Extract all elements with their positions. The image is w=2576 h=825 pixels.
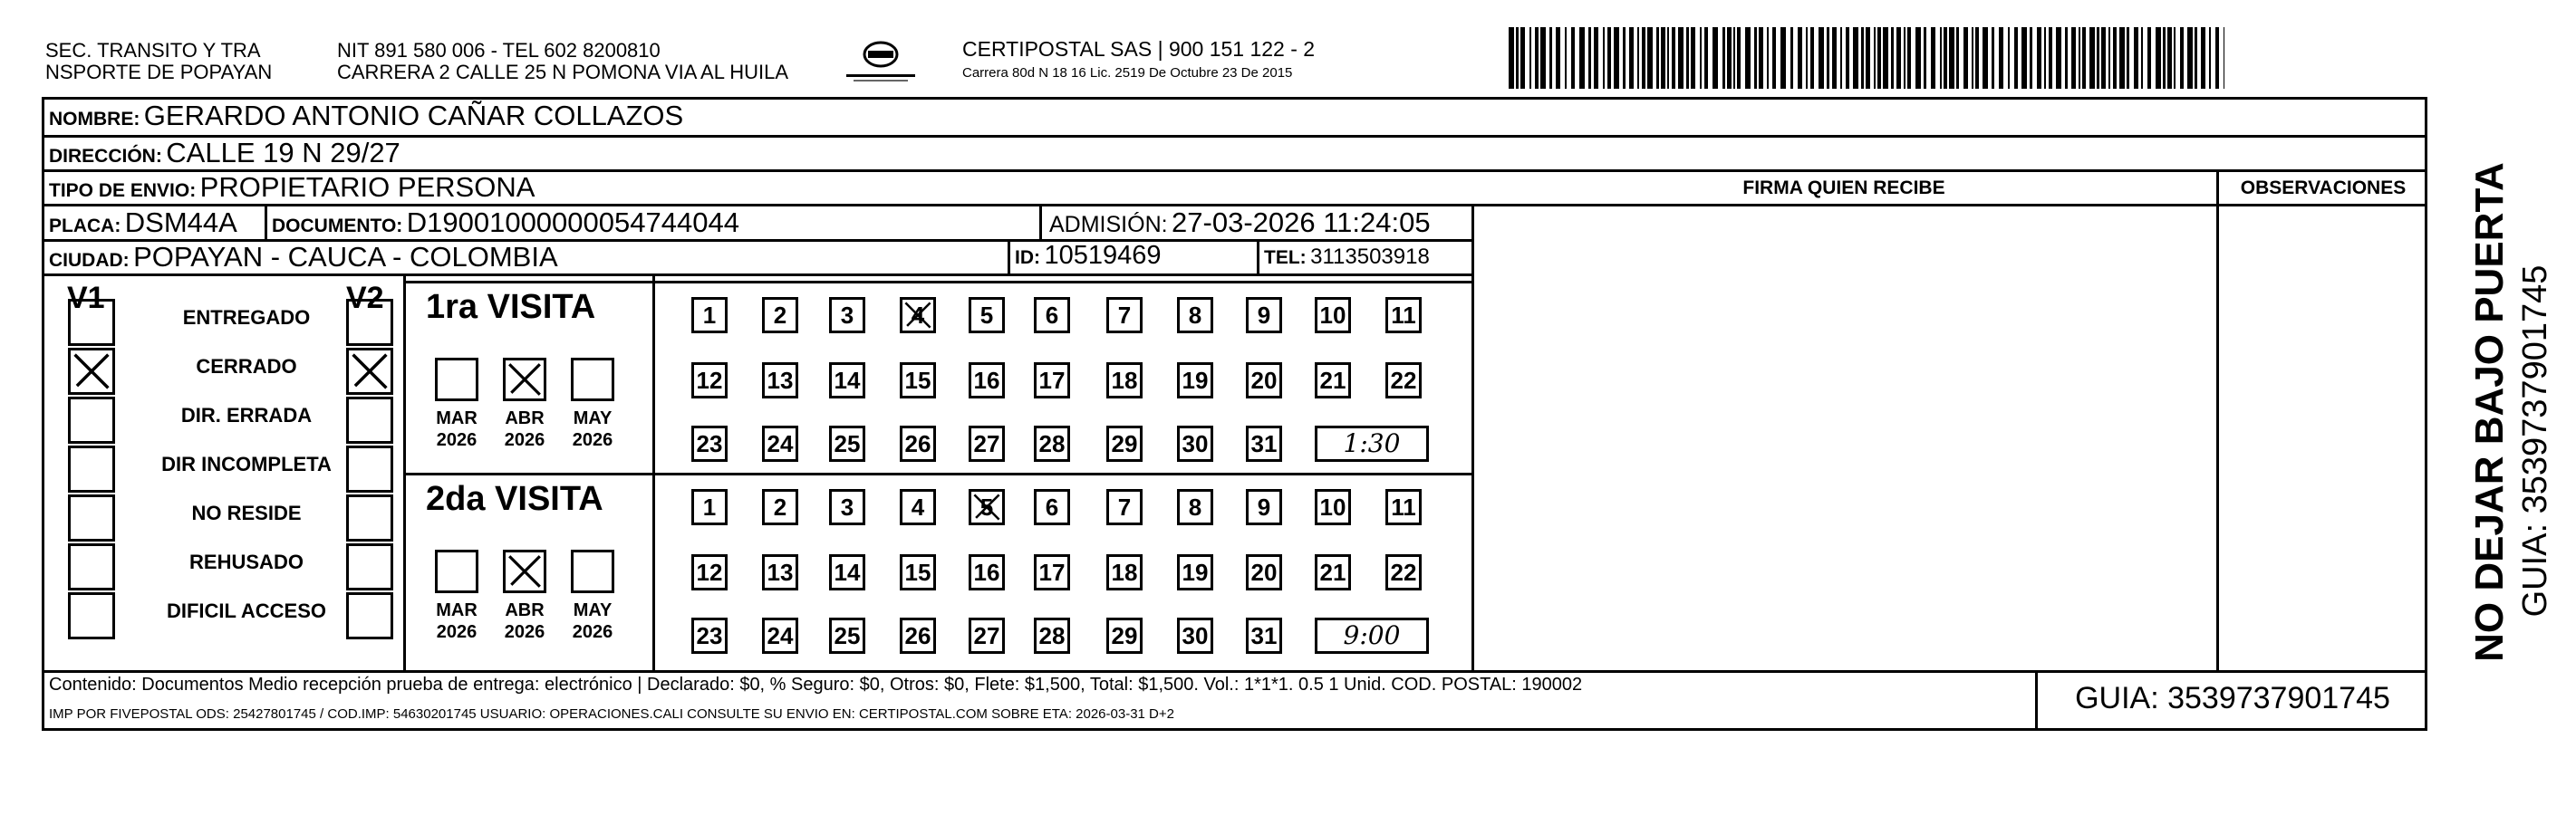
day-box-1[interactable]: 1: [691, 297, 728, 333]
col-divider: [2216, 169, 2219, 670]
day-box-21[interactable]: 21: [1315, 362, 1351, 398]
v2-checkbox[interactable]: [346, 543, 393, 590]
ciudad-cell: [49, 241, 558, 273]
admision-cell: [1049, 206, 1431, 239]
v2-checkbox[interactable]: [346, 397, 393, 444]
day-box-20[interactable]: 20: [1246, 362, 1282, 398]
direccion-label: DIRECCIÓN:: [49, 146, 162, 167]
day-box-6[interactable]: 6: [1034, 297, 1070, 333]
day-box-30[interactable]: 30: [1177, 426, 1213, 462]
v1-checkbox[interactable]: [68, 397, 115, 444]
tel-value: 3113503918: [1310, 245, 1430, 269]
tel-label: TEL:: [1264, 247, 1307, 268]
v2-checkbox[interactable]: [346, 299, 393, 346]
status-reason-label: DIR. ERRADA: [180, 404, 313, 427]
v2-checkbox[interactable]: [346, 592, 393, 639]
tipo-envio-label: TIPO DE ENVIO:: [49, 180, 197, 201]
month-checkbox[interactable]: [435, 358, 478, 401]
footer-divider: [42, 670, 2427, 673]
day-box-6[interactable]: 6: [1034, 489, 1070, 525]
month-name: MAY: [573, 600, 613, 620]
v2-checkbox[interactable]: [346, 348, 393, 395]
id-cell: [1015, 241, 1161, 271]
day-box-16[interactable]: 16: [969, 362, 1005, 398]
status-reason-label: DIR INCOMPLETA: [161, 453, 332, 475]
day-box-4[interactable]: 4: [900, 489, 936, 525]
row-divider: [42, 273, 1471, 276]
day-box-12[interactable]: 12: [691, 554, 728, 590]
day-box-20[interactable]: 20: [1246, 554, 1282, 590]
id-label: ID:: [1015, 247, 1040, 268]
month-year: 2026: [572, 622, 613, 642]
day-box-30[interactable]: 30: [1177, 618, 1213, 654]
cell-divider: [652, 273, 655, 670]
v1-checkbox[interactable]: [68, 348, 115, 395]
address-line: CARRERA 2 CALLE 25 N POMONA VIA AL HUILA: [337, 61, 789, 83]
day-box-23[interactable]: 23: [691, 618, 728, 654]
visit-divider: [403, 473, 1471, 475]
day-box-12[interactable]: 12: [691, 362, 728, 398]
day-box-13[interactable]: 13: [762, 554, 798, 590]
day-box-2[interactable]: 2: [762, 297, 798, 333]
day-box-19[interactable]: 19: [1177, 362, 1213, 398]
day-box-25[interactable]: 25: [829, 426, 865, 462]
documento-cell: [272, 206, 739, 239]
day-box-23[interactable]: 23: [691, 426, 728, 462]
cell-divider: [2035, 670, 2038, 731]
direccion-value: CALLE 19 N 29/27: [166, 137, 400, 168]
day-box-18[interactable]: 18: [1106, 554, 1143, 590]
firma-header: FIRMA QUIEN RECIBE: [1742, 177, 1945, 198]
barcode-icon: [1509, 27, 2224, 89]
day-box-22[interactable]: 22: [1385, 362, 1422, 398]
day-box-8[interactable]: 8: [1177, 297, 1213, 333]
day-box-9[interactable]: 9: [1246, 297, 1282, 333]
day-box-17[interactable]: 17: [1034, 554, 1070, 590]
day-box-25[interactable]: 25: [829, 618, 865, 654]
cell-divider: [403, 273, 406, 670]
direccion-row: [49, 137, 400, 169]
visit-top: [403, 281, 1471, 283]
visit-time-box[interactable]: 1:30: [1315, 426, 1429, 462]
day-box-4[interactable]: 4: [900, 297, 936, 333]
v1-checkbox[interactable]: [68, 592, 115, 639]
day-box-15[interactable]: 15: [900, 554, 936, 590]
month-label: [425, 600, 488, 643]
day-box-15[interactable]: 15: [900, 362, 936, 398]
v1-checkbox[interactable]: [68, 543, 115, 590]
nombre-label: NOMBRE:: [49, 109, 140, 130]
id-value: 10519469: [1044, 241, 1162, 270]
carrier-address: Carrera 80d N 18 16 Lic. 2519 De Octubre 23 De 2015: [962, 65, 1293, 81]
month-checkbox[interactable]: [571, 550, 614, 593]
cell-divider: [1039, 204, 1042, 239]
day-box-14[interactable]: 14: [829, 362, 865, 398]
nit-line: NIT 891 580 006 - TEL 602 8200810: [337, 39, 661, 62]
v2-checkbox[interactable]: [346, 494, 393, 542]
visit-title: 1ra VISITA: [426, 288, 596, 326]
day-box-5[interactable]: 5: [969, 489, 1005, 525]
day-box-3[interactable]: 3: [829, 489, 865, 525]
admision-value: 27-03-2026 11:24:05: [1172, 206, 1431, 238]
day-box-21[interactable]: 21: [1315, 554, 1351, 590]
cell-divider: [1257, 239, 1259, 273]
month-label: [493, 600, 556, 643]
month-checkbox[interactable]: [503, 550, 546, 593]
v1-checkbox[interactable]: [68, 446, 115, 493]
day-box-24[interactable]: 24: [762, 426, 798, 462]
month-label: [425, 408, 488, 451]
day-box-17[interactable]: 17: [1034, 362, 1070, 398]
status-reason-label: ENTREGADO: [182, 306, 311, 329]
status-reason-label: NO RESIDE: [191, 502, 302, 524]
day-box-19[interactable]: 19: [1177, 554, 1213, 590]
month-checkbox[interactable]: [503, 358, 546, 401]
day-box-27[interactable]: 27: [969, 426, 1005, 462]
day-box-5[interactable]: 5: [969, 297, 1005, 333]
visit-time-box[interactable]: 9:00: [1315, 618, 1429, 654]
day-box-26[interactable]: 26: [900, 618, 936, 654]
month-name: MAR: [436, 600, 478, 620]
month-name: ABR: [505, 600, 545, 620]
documento-label: DOCUMENTO:: [272, 216, 403, 236]
day-box-8[interactable]: 8: [1177, 489, 1213, 525]
nombre-row: [49, 100, 683, 132]
day-box-11[interactable]: 11: [1385, 297, 1422, 333]
placa-cell: [49, 206, 237, 239]
day-box-9[interactable]: 9: [1246, 489, 1282, 525]
tel-cell: [1264, 245, 1430, 270]
footer-print-line: IMP POR FIVEPOSTAL ODS: 25427801745 / COD.IMP: 54630201745 USUARIO: OPERACIONES.CALI CONSULTE SU ENVIO EN: CERTIPOSTAL.COM SOBRE ETA: 2026-03-31 D+2: [49, 706, 1174, 722]
month-year: 2026: [504, 622, 545, 642]
month-checkbox[interactable]: [435, 550, 478, 593]
observaciones-header: OBSERVACIONES: [2240, 177, 2407, 198]
month-year: 2026: [572, 430, 613, 450]
day-box-22[interactable]: 22: [1385, 554, 1422, 590]
day-box-24[interactable]: 24: [762, 618, 798, 654]
sender-line-2: NSPORTE DE POPAYAN: [45, 61, 273, 83]
month-label: [493, 408, 556, 451]
cell-divider: [265, 204, 267, 239]
tipo-envio-value: PROPIETARIO PERSONA: [199, 171, 535, 203]
day-box-14[interactable]: 14: [829, 554, 865, 590]
status-reason-label: CERRADO: [196, 355, 297, 378]
day-box-10[interactable]: 10: [1315, 489, 1351, 525]
day-box-18[interactable]: 18: [1106, 362, 1143, 398]
v1-checkbox[interactable]: [68, 494, 115, 542]
guia-box: GUIA: 3539737901745: [2075, 681, 2390, 715]
day-box-31[interactable]: 31: [1246, 618, 1282, 654]
month-year: 2026: [504, 430, 545, 450]
footer-content-line: Contenido: Documentos Medio recepción prueba de entrega: electrónico | Declarado: $0, % Seguro: $0, Otros: $0, Flete: $1,500, Total: $1,500. Vol.: 1*1*1. 0.5 1 Unid. COD. POSTAL: 190002: [49, 675, 1583, 695]
day-box-29[interactable]: 29: [1106, 426, 1143, 462]
visit-title: 2da VISITA: [426, 480, 603, 518]
certipostal-logo-icon: [844, 36, 917, 87]
carrier-name: CERTIPOSTAL SAS | 900 151 122 - 2: [962, 37, 1316, 61]
day-box-3[interactable]: 3: [829, 297, 865, 333]
day-box-26[interactable]: 26: [900, 426, 936, 462]
col-divider: [1471, 204, 1474, 670]
day-box-27[interactable]: 27: [969, 618, 1005, 654]
day-box-31[interactable]: 31: [1246, 426, 1282, 462]
day-box-28[interactable]: 28: [1034, 426, 1070, 462]
month-checkbox[interactable]: [571, 358, 614, 401]
month-name: ABR: [505, 408, 545, 428]
v1-label: V1: [67, 281, 105, 315]
no-dejar-bajo-puerta: NO DEJAR BAJO PUERTA: [2467, 162, 2512, 662]
nombre-value: GERARDO ANTONIO CAÑAR COLLAZOS: [143, 100, 684, 131]
tipo-envio-row: [49, 171, 535, 204]
month-name: MAR: [436, 408, 478, 428]
placa-label: PLACA:: [49, 216, 121, 236]
day-box-13[interactable]: 13: [762, 362, 798, 398]
month-label: [561, 600, 624, 643]
day-box-10[interactable]: 10: [1315, 297, 1351, 333]
status-reason-label: DIFICIL ACCESO: [166, 600, 326, 622]
day-box-11[interactable]: 11: [1385, 489, 1422, 525]
placa-value: DSM44A: [124, 206, 237, 238]
v2-checkbox[interactable]: [346, 446, 393, 493]
status-reason-label: REHUSADO: [189, 551, 304, 573]
side-notice: [2436, 91, 2554, 743]
documento-value: D19001000000054744044: [406, 206, 739, 238]
day-box-7[interactable]: 7: [1106, 297, 1143, 333]
day-box-7[interactable]: 7: [1106, 489, 1143, 525]
v1-checkbox[interactable]: [68, 299, 115, 346]
ciudad-value: POPAYAN - CAUCA - COLOMBIA: [133, 241, 558, 273]
ciudad-label: CIUDAD:: [49, 250, 130, 271]
month-label: [561, 408, 624, 451]
day-box-2[interactable]: 2: [762, 489, 798, 525]
day-box-29[interactable]: 29: [1106, 618, 1143, 654]
side-guia-number: GUIA: 3539737901745: [2516, 264, 2554, 618]
cell-divider: [1008, 239, 1010, 273]
sender-line-1: SEC. TRANSITO Y TRA: [45, 39, 261, 62]
v2-label: V2: [346, 281, 384, 315]
month-name: MAY: [573, 408, 613, 428]
admision-label: ADMISIÓN:: [1049, 212, 1168, 237]
month-year: 2026: [436, 622, 478, 642]
day-box-1[interactable]: 1: [691, 489, 728, 525]
month-year: 2026: [436, 430, 478, 450]
day-box-28[interactable]: 28: [1034, 618, 1070, 654]
day-box-16[interactable]: 16: [969, 554, 1005, 590]
